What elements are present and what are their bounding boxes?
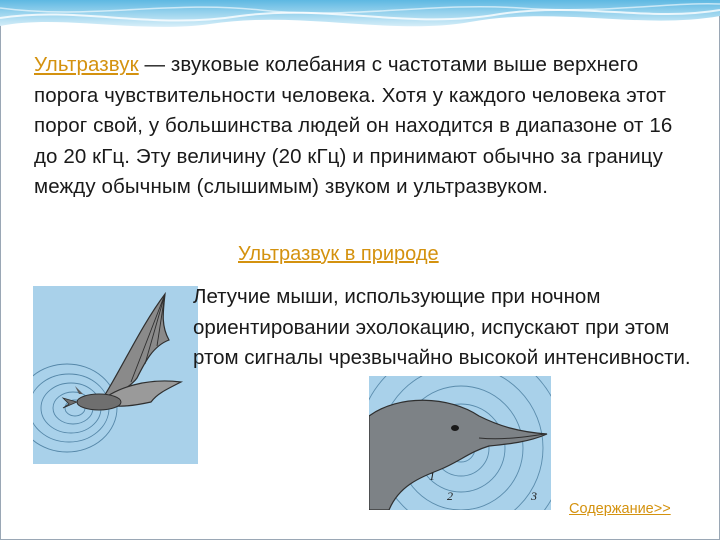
figure-label-2: 2 [447,489,453,503]
bat-paragraph: Летучие мыши, использующие при ночном ориентировании эхолокацию, испускают при этом ртом сигналы чрезвычайно высокой интенсивности. [193,285,691,369]
figure-label-1: 1 [429,469,435,483]
intro-paragraph [34,50,694,203]
figure-label-3: 3 [531,489,537,503]
ultrasound-term-link[interactable]: Ультразвук [34,53,139,76]
top-wave-decoration [0,0,720,40]
intro-text: — звуковые колебания с частотами выше верхнего порога чувствительности человека. Хотя у каждого человека этот порог свой, у большинства людей он находится в диапазоне от 16 до 20 кГц. Эту величину (20 кГц) и принимают обычно за границу между обычным (слышимым) звуком и ультразвуком. [34,53,673,198]
dolphin-illustration [369,376,551,510]
contents-nav-link[interactable]: Содержание>> [569,501,671,517]
section-heading-link[interactable]: Ультразвук в природе [238,243,439,265]
bat-illustration [33,286,198,464]
